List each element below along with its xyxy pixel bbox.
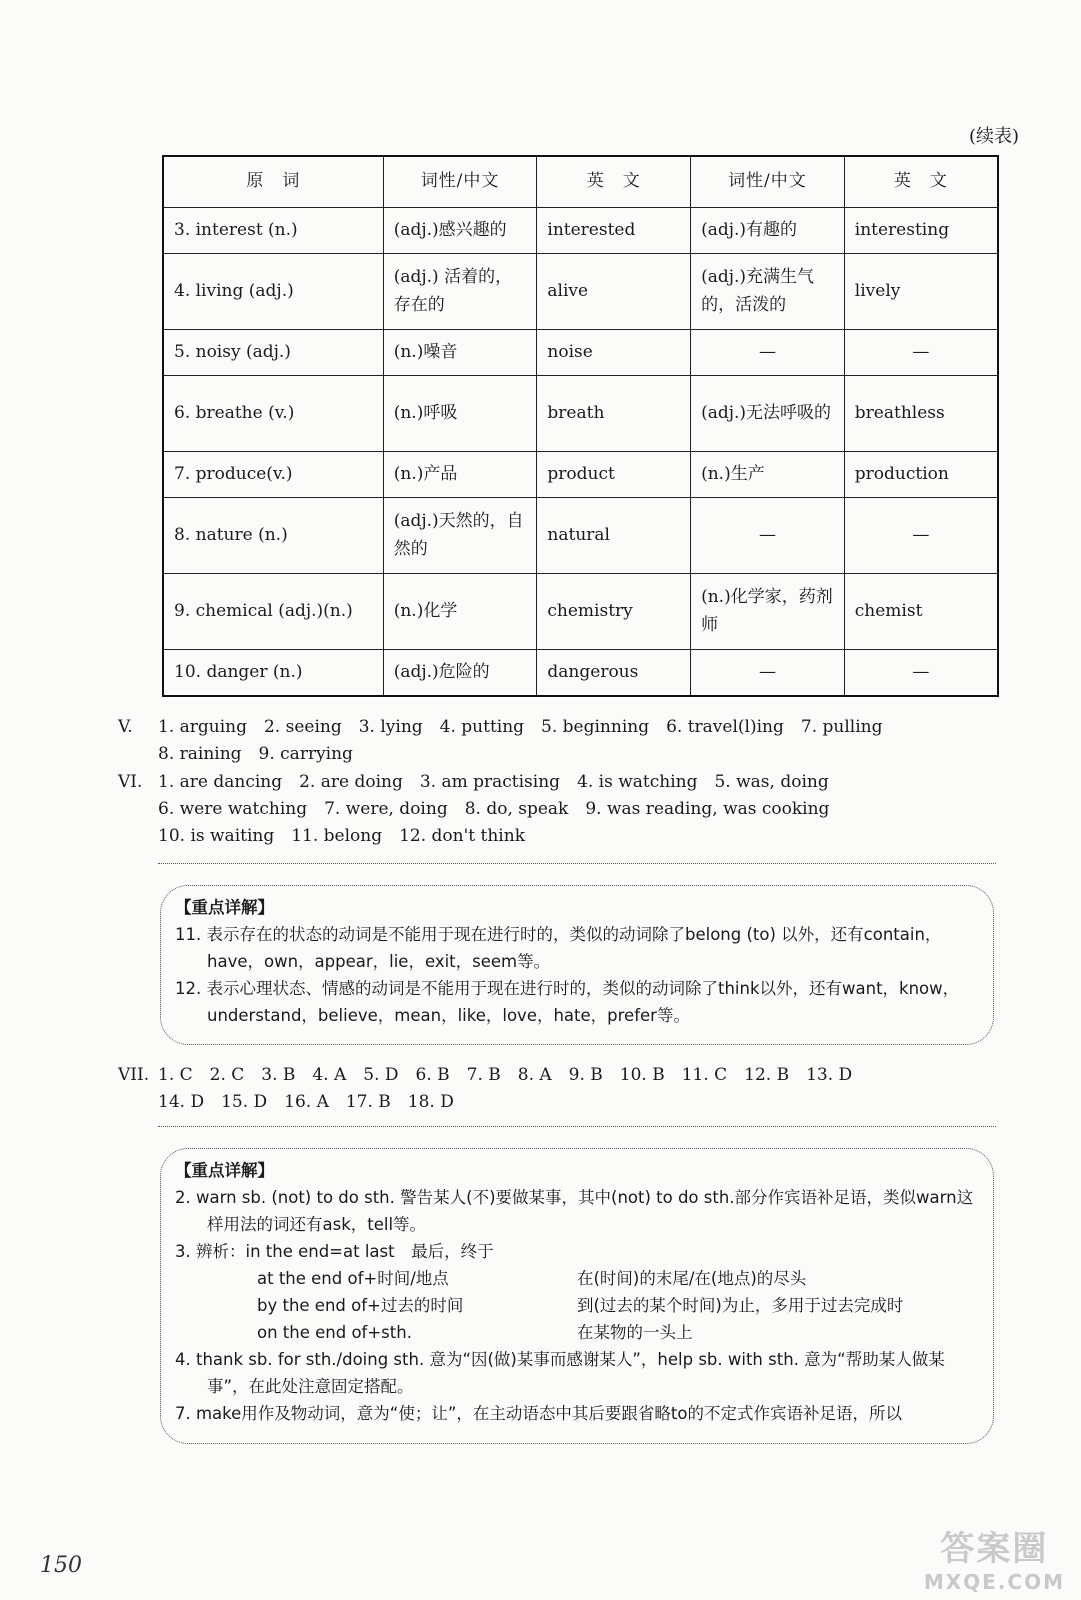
- header-pos-chinese-2: 词性/中文: [691, 156, 845, 208]
- note-sub-row: [175, 1292, 977, 1319]
- section-v-line-1: 1. arguing 2. seeing 3. lying 4. putting 5. beginning 6. travel(l)ing 7. pulling: [158, 717, 883, 737]
- dotted-divider: [158, 863, 996, 864]
- section-v-label: V.: [118, 717, 133, 737]
- section-vii-answers: [118, 1062, 1018, 1116]
- key-explanation-box-1: [160, 885, 994, 1045]
- section-vii-line-2: 14. D 15. D 16. A 17. B 18. D: [158, 1092, 454, 1112]
- table-cell: —: [844, 330, 998, 376]
- table-cell: (n.)生产: [691, 452, 845, 498]
- table-cell: —: [844, 650, 998, 696]
- note-item-2: 2. warn sb. (not) to do sth. 警告某人(不)要做某事，其中(not) to do sth.部分作宾语补足语，类似warn这样用法的词还有ask，tell等。: [175, 1188, 974, 1234]
- page-number: 150: [40, 1553, 82, 1578]
- note-sub-cn: 在某物的一头上: [577, 1323, 693, 1342]
- table-cell: noise: [537, 330, 691, 376]
- table-row: [163, 574, 998, 650]
- site-watermark: [924, 1521, 1065, 1594]
- watermark-en: MXQE.COM: [923, 1570, 1065, 1594]
- table-cell: (adj.)危险的: [383, 650, 537, 696]
- table-cell: —: [691, 330, 845, 376]
- section-vi-label: VI.: [118, 772, 143, 792]
- table-cell: 10. danger (n.): [163, 650, 383, 696]
- section-vii-label: VII.: [118, 1065, 150, 1085]
- table-cell: breathless: [844, 376, 998, 452]
- dotted-divider: [158, 1126, 996, 1127]
- table-cell: product: [537, 452, 691, 498]
- table-row: [163, 650, 998, 696]
- section-vi-line-1: 1. are dancing 2. are doing 3. am practising 4. is watching 5. was, doing: [158, 772, 829, 792]
- continued-label: (续表): [968, 126, 1019, 147]
- table-cell: interested: [537, 208, 691, 254]
- table-row: [163, 376, 998, 452]
- table-cell: (n.)化学: [383, 574, 537, 650]
- table-row: [163, 208, 998, 254]
- note-heading: 【重点详解】: [175, 1161, 274, 1180]
- table-cell: 4. living (adj.): [163, 254, 383, 330]
- watermark-cn: 答案圈: [940, 1529, 1049, 1569]
- section-vi-line-2: 6. were watching 7. were, doing 8. do, speak 9. was reading, was cooking: [158, 799, 830, 819]
- table-cell: (n.)呼吸: [383, 376, 537, 452]
- note-item-3: 3. 辨析：in the end=at last 最后，终于: [175, 1242, 494, 1261]
- note-item-4: 4. thank sb. for sth./doing sth. 意为“因(做)某事而感谢某人”，help sb. with sth. 意为“帮助某人做某事”，在此处注意固定搭配。: [175, 1350, 945, 1396]
- section-vi-line-3: 10. is waiting 11. belong 12. don't think: [158, 826, 525, 846]
- table-cell: —: [691, 650, 845, 696]
- table-cell: (adj.)天然的，自然的: [383, 498, 537, 574]
- table-cell: 8. nature (n.): [163, 498, 383, 574]
- section-vii-line-1: 1. C 2. C 3. B 4. A 5. D 6. B 7. B 8. A 9. B 10. B 11. C 12. B 13. D: [158, 1065, 853, 1085]
- note-heading: 【重点详解】: [175, 898, 274, 917]
- table-cell: chemistry: [537, 574, 691, 650]
- note-sub-cn: 在(时间)的末尾/在(地点)的尽头: [577, 1269, 807, 1288]
- header-original-word: 原 词: [163, 156, 383, 208]
- table-cell: —: [691, 498, 845, 574]
- table-cell: (adj.)感兴趣的: [383, 208, 537, 254]
- key-explanation-box-2: [160, 1148, 994, 1444]
- table-cell: (adj.)有趣的: [691, 208, 845, 254]
- section-vi-answers: [118, 769, 1018, 850]
- table-cell: (n.)产品: [383, 452, 537, 498]
- table-row: [163, 254, 998, 330]
- table-cell: dangerous: [537, 650, 691, 696]
- table-cell: lively: [844, 254, 998, 330]
- note-item-12: 12. 表示心理状态、情感的动词是不能用于现在进行时的，类似的动词除了think以外，还有want，know，understand，believe，mean，like，love，hate，prefer等。: [175, 979, 960, 1025]
- table-cell: chemist: [844, 574, 998, 650]
- note-item-7: 7. make用作及物动词，意为“使；让”，在主动语态中其后要跟省略to的不定式作宾语补足语，所以: [175, 1404, 902, 1423]
- table-cell: (adj.)无法呼吸的: [691, 376, 845, 452]
- table-cell: 5. noisy (adj.): [163, 330, 383, 376]
- table-cell: breath: [537, 376, 691, 452]
- table-cell: 9. chemical (adj.)(n.): [163, 574, 383, 650]
- header-english: 英 文: [537, 156, 691, 208]
- header-pos-chinese: 词性/中文: [383, 156, 537, 208]
- table-header-row: [163, 156, 998, 208]
- table-row: [163, 498, 998, 574]
- note-sub-row: [175, 1265, 977, 1292]
- note-sub-en: on the end of+sth.: [257, 1323, 412, 1342]
- table-row: [163, 330, 998, 376]
- table-cell: (n.)噪音: [383, 330, 537, 376]
- table-cell: —: [844, 498, 998, 574]
- note-item-11: 11. 表示存在的状态的动词是不能用于现在进行时的，类似的动词除了belong (to) 以外，还有contain，have，own，appear，lie，exit，seem等。: [175, 925, 942, 971]
- table-cell: natural: [537, 498, 691, 574]
- vocabulary-table: [162, 155, 999, 697]
- table-cell: production: [844, 452, 998, 498]
- section-v-answers: [118, 714, 1018, 768]
- table-cell: (adj.)充满生气的，活泼的: [691, 254, 845, 330]
- table-cell: alive: [537, 254, 691, 330]
- header-english-2: 英 文: [844, 156, 998, 208]
- note-sub-en: at the end of+时间/地点: [257, 1269, 449, 1288]
- table-cell: interesting: [844, 208, 998, 254]
- table-row: [163, 452, 998, 498]
- table-cell: 6. breathe (v.): [163, 376, 383, 452]
- note-sub-en: by the end of+过去的时间: [257, 1296, 464, 1315]
- table-cell: 7. produce(v.): [163, 452, 383, 498]
- note-sub-cn: 到(过去的某个时间)为止，多用于过去完成时: [577, 1296, 904, 1315]
- section-v-line-2: 8. raining 9. carrying: [158, 744, 353, 764]
- table-cell: 3. interest (n.): [163, 208, 383, 254]
- table-cell: (n.)化学家，药剂师: [691, 574, 845, 650]
- note-sub-row: [175, 1319, 977, 1346]
- table-cell: (adj.) 活着的，存在的: [383, 254, 537, 330]
